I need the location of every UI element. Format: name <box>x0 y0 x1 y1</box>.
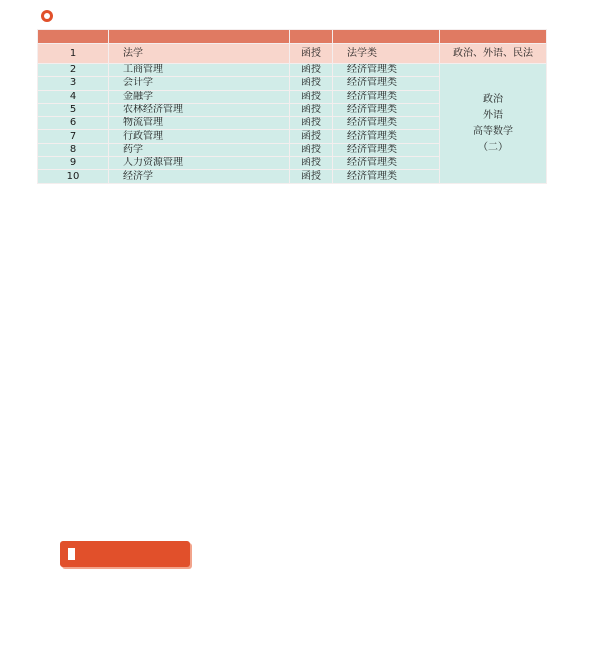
notice-banner <box>60 541 190 567</box>
cell-no: 4 <box>38 90 109 103</box>
cell-name: 会计学 <box>109 77 290 90</box>
exam-subject: 高等数学 <box>473 125 513 137</box>
cell-form: 函授 <box>290 103 333 116</box>
notice-marker <box>68 548 75 560</box>
cell-form: 函授 <box>290 77 333 90</box>
exam-subject: （二） <box>478 141 508 153</box>
cell-cat: 经济管理类 <box>333 157 440 170</box>
cell-form: 函授 <box>290 170 333 183</box>
col-header-exam <box>440 30 547 44</box>
cell-cat: 经济管理类 <box>333 64 440 77</box>
cell-no: 1 <box>38 44 109 64</box>
cell-no: 7 <box>38 130 109 143</box>
exam-subject: 外语 <box>483 109 503 121</box>
cell-cat: 经济管理类 <box>333 117 440 130</box>
cell-name: 物流管理 <box>109 117 290 130</box>
cell-form: 函授 <box>290 64 333 77</box>
cell-cat: 经济管理类 <box>333 130 440 143</box>
cell-no: 6 <box>38 117 109 130</box>
cell-no: 10 <box>38 170 109 183</box>
cell-cat: 经济管理类 <box>333 103 440 116</box>
cell-no: 5 <box>38 103 109 116</box>
cell-name: 法学 <box>109 44 290 64</box>
cell-no: 9 <box>38 157 109 170</box>
cell-no: 8 <box>38 143 109 156</box>
col-header-form <box>290 30 333 44</box>
cell-cat: 经济管理类 <box>333 77 440 90</box>
exam-subject: 政治 <box>483 93 503 105</box>
cell-name: 药学 <box>109 143 290 156</box>
table-row <box>38 64 547 77</box>
exam-subjects <box>440 64 547 184</box>
cell-cat: 经济管理类 <box>333 143 440 156</box>
circle-bullet-icon <box>40 9 54 23</box>
cell-cat: 法学类 <box>333 44 440 64</box>
cell-name: 农林经济管理 <box>109 103 290 116</box>
cell-form: 函授 <box>290 157 333 170</box>
cell-cat: 经济管理类 <box>333 90 440 103</box>
table-header-row <box>38 30 547 44</box>
exam-subjects <box>440 44 547 64</box>
page-title-row <box>40 6 58 26</box>
cell-name: 行政管理 <box>109 130 290 143</box>
cell-no: 2 <box>38 64 109 77</box>
cell-cat: 经济管理类 <box>333 170 440 183</box>
table-row <box>38 44 547 64</box>
exam-subject: 政治、外语、民法 <box>453 48 533 59</box>
cell-name: 人力资源管理 <box>109 157 290 170</box>
cell-form: 函授 <box>290 143 333 156</box>
col-header-category <box>333 30 440 44</box>
cell-name: 金融学 <box>109 90 290 103</box>
major-table <box>37 29 547 184</box>
cell-form: 函授 <box>290 117 333 130</box>
cell-form: 函授 <box>290 90 333 103</box>
cell-form: 函授 <box>290 130 333 143</box>
cell-name: 工商管理 <box>109 64 290 77</box>
col-header-name <box>109 30 290 44</box>
cell-form: 函授 <box>290 44 333 64</box>
cell-no: 3 <box>38 77 109 90</box>
cell-name: 经济学 <box>109 170 290 183</box>
col-header-no <box>38 30 109 44</box>
